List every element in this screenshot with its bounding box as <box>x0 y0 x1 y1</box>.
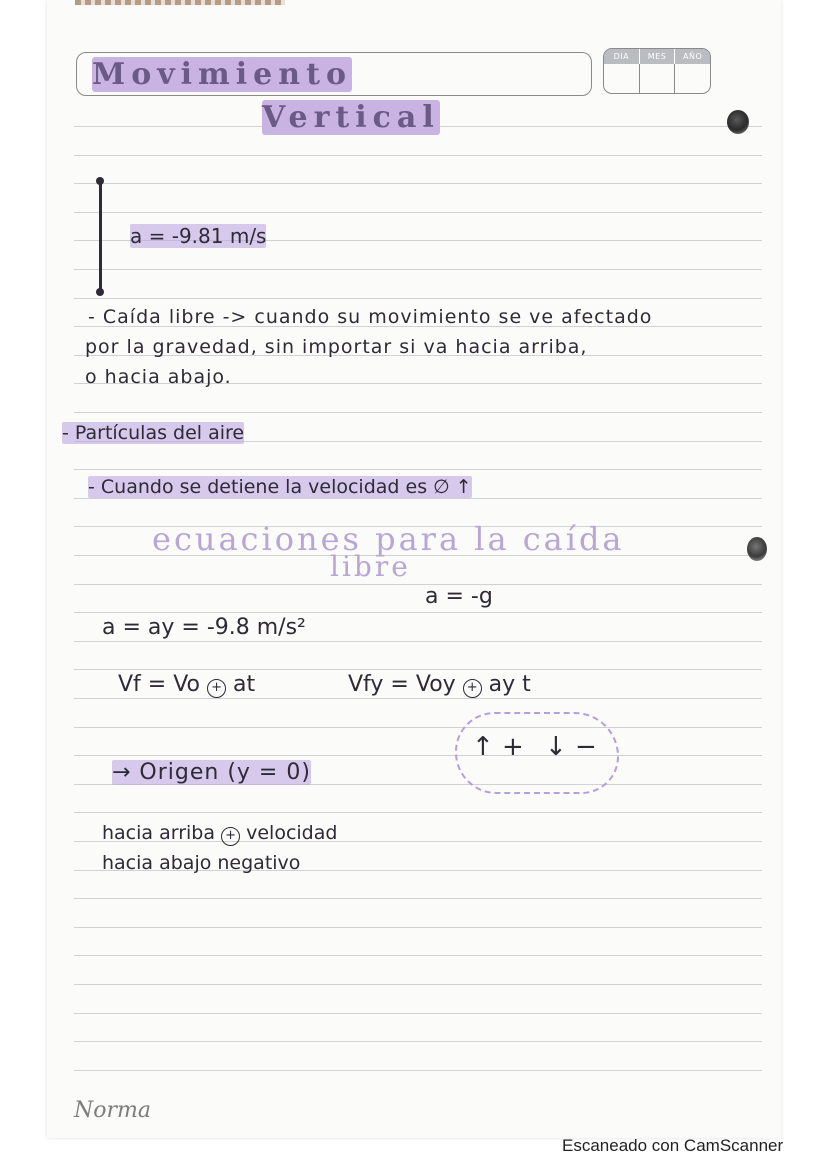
notebook-page <box>47 0 781 1138</box>
plus-circle-icon: + <box>221 827 240 846</box>
ruled-line <box>74 298 762 299</box>
ruled-line <box>74 955 762 956</box>
ruled-line <box>74 669 762 670</box>
ruled-line <box>74 641 762 642</box>
ruled-line <box>74 755 762 756</box>
date-month-label: MES <box>640 49 676 64</box>
page-title-line2: Vertical <box>262 100 440 135</box>
ruled-line <box>74 612 762 613</box>
ruled-line <box>74 584 762 585</box>
sign-up-positive: ↑ + <box>472 732 524 762</box>
vfy-equation: Vfy = Voy + ay t <box>348 672 531 697</box>
ruled-line <box>74 727 762 728</box>
norma-logo: Norma <box>74 1098 151 1123</box>
binder-hole-middle <box>747 537 767 561</box>
top-point <box>96 177 104 185</box>
binder-hole-top <box>727 110 749 134</box>
vf-equation: Vf = Vo + at <box>118 672 256 697</box>
date-year-cell <box>675 64 710 93</box>
date-box <box>603 48 711 94</box>
spiral-binding-strip <box>75 0 285 5</box>
ruled-line <box>74 1070 762 1071</box>
ruled-line <box>74 155 762 156</box>
origin-note: → Origen (y = 0) <box>112 760 311 785</box>
plus-circle-icon: + <box>207 679 226 698</box>
date-year-label: AÑO <box>683 52 703 61</box>
ruled-line <box>74 1041 762 1042</box>
downward-negative-note: hacia abajo negativo <box>102 852 301 874</box>
ruled-line <box>74 469 762 470</box>
ruled-line <box>74 183 762 184</box>
ruled-line <box>74 269 762 270</box>
acceleration-value: a = -9.81 m/s <box>130 224 267 248</box>
sign-down-negative: ↓ − <box>545 732 597 762</box>
free-fall-line-2: por la gravedad, sin importar si va hacia arriba, <box>85 336 588 358</box>
ruled-line <box>74 984 762 985</box>
date-day-cell <box>604 64 640 93</box>
upward-positive-note: hacia arriba + velocidad <box>102 822 338 844</box>
page-title-line1: Movimiento <box>92 57 352 92</box>
ruled-line <box>74 927 762 928</box>
ruled-line <box>74 812 762 813</box>
stop-velocity-note: - Cuando se detiene la velocidad es ∅ ↑ <box>88 476 472 498</box>
a-equals-g: a = -g <box>425 584 493 609</box>
vertical-motion-line <box>99 182 102 292</box>
date-month-cell <box>640 64 676 93</box>
scanner-watermark: Escaneado con CamScanner <box>562 1136 784 1155</box>
ruled-line <box>74 412 762 413</box>
free-fall-line-3: o hacia abajo. <box>85 366 232 388</box>
ruled-line <box>74 698 762 699</box>
free-fall-line-1: - Caída libre -> cuando su movimiento se ve afectado <box>88 306 653 328</box>
equations-heading-1: ecuaciones para la caída <box>152 520 625 558</box>
ruled-line <box>74 1013 762 1014</box>
bottom-point <box>96 288 104 296</box>
ruled-line <box>74 212 762 213</box>
ruled-line <box>74 898 762 899</box>
air-particles-note: - Partículas del aire <box>62 422 245 444</box>
date-day-label: DIA <box>604 49 640 64</box>
equations-heading-2: libre <box>330 550 411 583</box>
a-equals-ay: a = ay = -9.8 m/s² <box>102 615 306 640</box>
plus-circle-icon: + <box>463 679 482 698</box>
